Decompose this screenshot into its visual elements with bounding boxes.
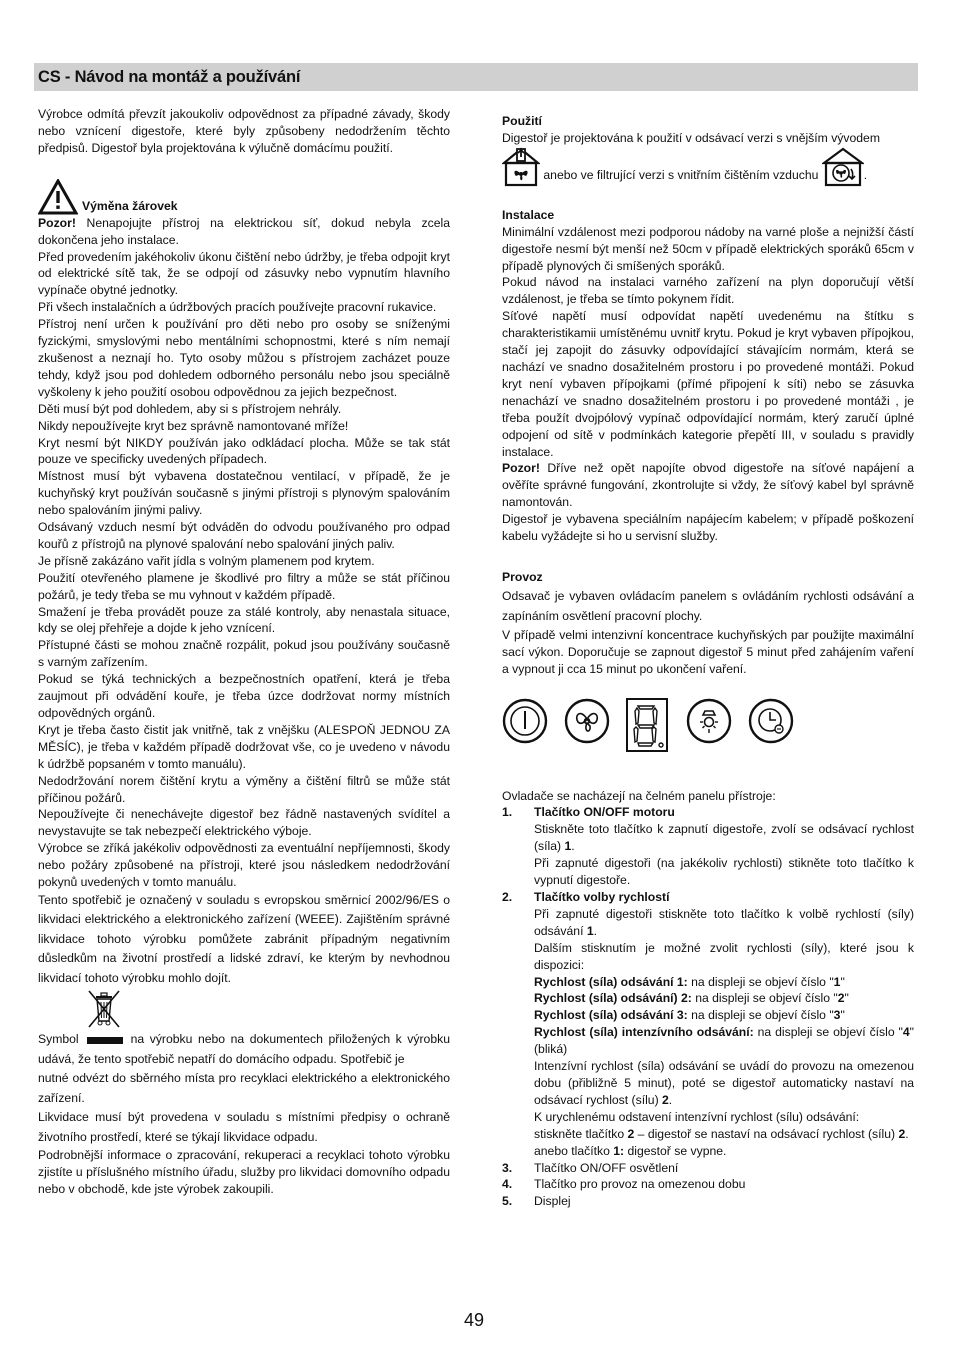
power-button-icon bbox=[502, 698, 548, 744]
control-panel-diagram bbox=[502, 698, 914, 754]
seven-segment-display-icon bbox=[626, 698, 670, 754]
light-button-icon bbox=[686, 698, 732, 744]
provoz-title: Provoz bbox=[502, 569, 543, 584]
fan-speed-button-icon bbox=[564, 698, 610, 744]
safety-paragraph: Odsávaný vzduch nesmí být odváděn do odvodu používaného pro odpad kouřů z přístrojů na plynové spalování nebo spalování jiných paliv. bbox=[38, 520, 450, 551]
safety-paragraph: Před provedením jakéhokoliv úkonu čištění nebo údržby, je třeba odpojit kryt od elektrické sítě tak, že se odpojí od zásuvky nebo vypnutím hlavního vypínače obytné jednotky. bbox=[38, 249, 450, 298]
install-paragraph: Digestoř je vybavena speciálním napájecím kabelem; v případě poškození kabelu vyžádejte si ho u servisní služby. bbox=[502, 512, 914, 544]
safety-paragraph: Místnost musí být vybavena dostatečnou ventilací, v případě, že je kuchyňský kryt používán současně s jinými přístroji s plynovým spalováním nebo spalováním jinými palivy. bbox=[38, 469, 450, 518]
warning-header bbox=[38, 177, 450, 215]
pozor-label: Pozor! bbox=[502, 461, 540, 476]
safety-paragraph: Přístupné části se mohou značně rozpálit, pokud jsou používány současně s varným zařízením. bbox=[38, 638, 450, 670]
section-header bbox=[34, 63, 918, 91]
list-item: 4. Tlačítko pro provoz na omezenou dobu bbox=[502, 1177, 746, 1192]
list-item: 1. Tlačítko ON/OFF motoru bbox=[502, 805, 675, 820]
list-item-desc: Stiskněte toto tlačítko k zapnutí digestoře, zvolí se odsávací rychlost (síla) 1. Při zapnuté digestoři (na jakékoliv rychlosti) stikněte toto tlačítko k vypnutí digestoře. bbox=[534, 822, 914, 888]
safety-paragraph: Děti musí být pod dohledem, aby si s přístrojem nehrály. bbox=[38, 401, 342, 416]
list-item: 3. Tlačítko ON/OFF osvětlení bbox=[502, 1160, 679, 1175]
usage-icons-line: anebo ve filtrující verzi s vnitřním čištěním vzduchu . bbox=[502, 147, 914, 187]
intro-paragraph: Výrobce odmítá převzít jakoukoliv odpovědnost za případné závady, škody nebo vznícení digestoře, které byly způsobeny nedodržením těchto předpisů. Digestoř byla projektována k výlučně domácímu použití. bbox=[38, 107, 450, 155]
weee-paragraph: Tento spotřebič je označený v souladu s evropskou směrnicí 2002/96/ES o likvidaci elektrického a elektronického zařízení (WEEE). Zajištěním správné likvidace tohoto výrobku pomůžete zabránit případným negativním důsledkům na životní prostředí a lidské zdraví, ke kterým by nevhodnou likvidací tohoto výrobku mohlo dojít. bbox=[38, 892, 450, 985]
warning-triangle-icon bbox=[38, 179, 78, 215]
pozor-paragraph: Pozor! Nenapojujte přístroj na elektrickou síť, dokud nebyla zcela dokončena jeho instalace. bbox=[38, 215, 450, 247]
safety-paragraph: Nepoužívejte či nenechávejte digestoř bez řádně nastavených svídítel a nevystavujte se tak nebezpečí elektrického výboje. bbox=[38, 807, 450, 839]
safety-paragraph: Smažení je třeba provádět pouze za stálé kontroly, aby nenastala situace, kdy se olej přehřeje a dojde k jeho vznícení. bbox=[38, 604, 450, 636]
crossed-bin-icon bbox=[84, 988, 124, 1030]
filter-version-icon bbox=[822, 147, 864, 187]
safety-paragraph: Přístroj není určen k používání pro děti nebo pro osoby se sníženými fyzickými, smyslovými nebo mentálními schopnostmi, které s ním nemají zkušenost a neznají ho. Tyto osoby můžou s přístrojem zacházet pouze tehdy, když jsou pod dohledem odborného personálu nebo jsou speciálně vyškoleny k jeho použití osobou odpovědnou za jejich bezpečnost. bbox=[38, 317, 450, 399]
provoz-paragraph: Odsavač je vybaven ovládacím panelem s ovládáním rychlosti odsávání a zapínáním osvětlení pracovní plochy. bbox=[502, 588, 914, 624]
safety-paragraph: Kryt nesmí být NIKDY používán jako odkládací plocha. Může se tak stát pouze ve specificky uvedených případech. bbox=[38, 435, 450, 467]
provoz-paragraph: V případě velmi intenzivní koncentrace kuchyňských par použijte maximální sací výkon. Doporučuje se zapnout digestoř 5 minut před zahájením vaření a vypnout ji cca 15 minut po ukončení vaření. bbox=[502, 627, 914, 676]
pozor-label: Pozor! bbox=[38, 215, 76, 230]
recycle-paragraph: nutné odvézt do sběrného místa pro recyklaci elektrického a elektronického zařízení. bbox=[38, 1071, 450, 1105]
usage-title: Použití bbox=[502, 114, 542, 128]
exhaust-version-icon bbox=[502, 147, 540, 187]
controls-list bbox=[502, 804, 914, 1210]
safety-paragraph: Výrobce se zříká jakékoliv odpovědnosti za eventuální nepříjemnosti, škody nebo požáry způsobené na přístroji, které jsou následkem nedodržování pokynů uvedených v tomto manuálu. bbox=[38, 841, 450, 890]
page-number: 49 bbox=[464, 1310, 485, 1330]
safety-paragraph: Je přísně zakázáno vařit jídla s volným plamenem pod krytem. bbox=[38, 553, 375, 568]
safety-paragraph: Nikdy nepoužívejte kryt bez správně namontované mříže! bbox=[38, 418, 349, 433]
list-item: 2. Tlačítko volby rychlostí bbox=[502, 890, 670, 904]
safety-paragraph: Kryt je třeba často čistit jak vnitřně, tak z vnějšku (ALESPOŇ JEDNOU ZA MĚSÍC), je třeba v každém případě dodržovat vše, co je uvedeno v návodu k údržbě popsaném v tomto manuálu). bbox=[38, 722, 450, 771]
warning-title: Výměna žárovek bbox=[82, 198, 178, 213]
safety-paragraph: Nedodržování norem čištění krytu a výměny a čištění filtrů se může stát příčinou požárů. bbox=[38, 773, 450, 805]
usage-paragraph: Digestoř je projektována k použití v odsávací verzi s vnějším vývodem bbox=[502, 130, 880, 145]
weee-bin-row bbox=[38, 988, 450, 1030]
right-column bbox=[502, 113, 914, 1210]
controls-intro: Ovladače se nacházejí na čelném panelu přístroje: bbox=[502, 788, 776, 803]
install-paragraph: Síťové napětí musí odpovídat napětí uvedenému na štítku s charakteristikamii umístěnému uvnitř krytu. Pokud je kryt vybaven přípojkou, stačí jej zapojit do zásuvky odpovídající stávajícím normám, která se nachází ve snadno dosažitelném prostoru i po provedené montáži. Pokud kryt není vybaven přípojkami (přímé připojení k síti) nebo se zásuvka nenachází ve snadno dosažitelném prostoru i po provedené montáži , je třeba použít dvojpólový vypínač odpovídající normám, který zaručí úplné odpojení od sítě v podmínkách kategorie přepětí III, v souladu s pravidly instalace. bbox=[502, 309, 914, 459]
list-item: 5. Displej bbox=[502, 1194, 571, 1209]
install-pozor-paragraph: Pozor! Dříve než opět napojíte obvod digestoře na síťové napájení a ověříte správné fungování, zkontrolujte si vždy, že síťový kabel byl správně namontován. bbox=[502, 461, 914, 510]
list-item-desc: Při zapnuté digestoři stiskněte toto tlačítko k volbě rychlostí (síly) odsávání 1. Dalším stisknutím je možné zvolit rychlosti (síly), které jsou k dispozici: Rychlost (síla) odsávání 1: na displeji se objeví číslo "1" Rychlost (síla) odsávání) 2: na displeji se objeví číslo "2" Rychlost (síla) odsávání 3: na displeji se objeví číslo "3" Rychlost (síla) intenzívního odsávání: na displeji se objeví číslo "4" (bliká) Intenzívní rychlost (síla) odsávání se uvádí do provozu na omezenou dobu (přibližně 5 minut), poté se digestoř automaticky nastaví na odsávací rychlost (sílu) 2. K urychlenému odstavení intenzívní rychlost (sílu) odsávání: stiskněte tlačítko 2 – digestoř se nastaví na odsávací rychlost (sílu) 2. anebo tlačítko 1: digestoř se vypne. bbox=[534, 906, 914, 1158]
install-title: Instalace bbox=[502, 207, 555, 222]
left-column bbox=[38, 106, 450, 1198]
recycle-paragraph: Likvidace musí být provedena v souladu s místními předpisy o ochraně životního prostředí, které se týkají likvidace odpadu. bbox=[38, 1110, 450, 1144]
weee-bar-icon bbox=[87, 1037, 123, 1044]
safety-paragraph: Použití otevřeného plamene je škodlivé pro filtry a může se stát příčinou požárů, je tedy třeba se mu vyhnout v každém případě. bbox=[38, 570, 450, 602]
install-paragraph: Pokud návod na instalaci varného zařízení na plyn doporučují větší vzdálenost, je třeba se tímto pokynem řídit. bbox=[502, 275, 914, 307]
recycle-paragraph: Podrobnější informace o zpracování, rekuperaci a recyklaci tohoto výrobku zjistíte u příslušného místního úřadu, služby pro likvidaci domovního odpadu nebo v obchodě, kde jste výrobek zakoupili. bbox=[38, 1148, 450, 1197]
install-paragraph: Minimální vzdálenost mezi podporou nádoby na varné ploše a nejnižší částí digestoře nesmí být menší než 50cm v případě elektrických sporáků 65cm v případě plynových či smíšených sporáků. bbox=[502, 224, 914, 273]
safety-paragraph: Pokud se týká technických a bezpečnostních opatření, která je třeba zaujmout při odvádění kouře, je třeba úzce dodržovat normy místních odpovědných orgánů. bbox=[38, 672, 450, 720]
safety-paragraph: Při všech instalačních a údržbových pracích používejte pracovní rukavice. bbox=[38, 300, 437, 315]
timer-button-icon bbox=[748, 698, 794, 744]
symbol-paragraph: Symbol na výrobku nebo na dokumentech přiložených k výrobku udává, že tento spotřebič nepatří do domácího odpadu. Spotřebič je bbox=[38, 1032, 450, 1066]
page-title: CS - Návod na montáž a používání bbox=[38, 68, 301, 86]
